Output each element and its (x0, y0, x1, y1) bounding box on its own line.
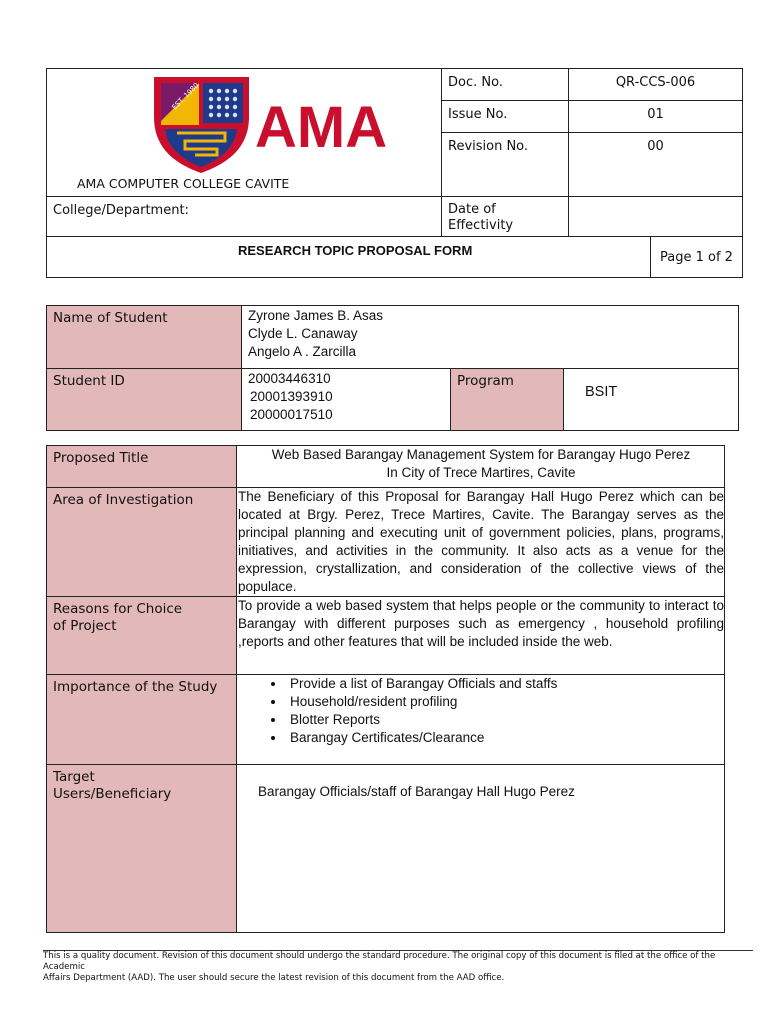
student-info-table (46, 305, 739, 431)
revision-no-label: Revision No. (442, 133, 569, 197)
ama-shield-icon (151, 75, 388, 175)
revision-no-value: 00 (569, 133, 743, 197)
proposed-title-label: Proposed Title (47, 446, 237, 488)
area-of-investigation-label: Area of Investigation (47, 488, 237, 597)
student-name: Clyde L. Canaway (248, 326, 358, 341)
proposed-title-line: In City of Trece Martires, Cavite (386, 465, 576, 480)
program-label: Program (451, 369, 564, 431)
importance-of-study-label: Importance of the Study (47, 675, 237, 765)
footer-note (43, 950, 753, 984)
reasons-for-choice-text: To provide a web based system that helps people or the community to interact to Barangay with different purposes such as emergency , household profiling ,reports and other features that will be included inside the web. (237, 597, 725, 675)
target-users-text: Barangay Officials/staff of Barangay Hall Hugo Perez (237, 765, 725, 933)
page-number: Page 1 of 2 (651, 237, 743, 277)
logo-cell (47, 69, 442, 197)
footer-line: Academic (43, 962, 85, 972)
student-id: 20003446310 (248, 371, 331, 386)
proposed-title-value (237, 446, 725, 488)
student-id: 20000017510 (250, 407, 333, 422)
svg-text:EST. 1980: EST. 1980 (170, 81, 201, 112)
college-department-label: College/Department: (47, 197, 442, 237)
footer-line: This is a quality document. Revision of this document should undergo the standard procedure. The original copy of this document is filed at the office of the (43, 951, 716, 961)
area-of-investigation-text: The Beneficiary of this Proposal for Barangay Hall Hugo Perez which can be located at Brgy. Perez, Trece Martires, Cavite. The Barangay serves as the principal planning and executing unit of government policies, plans, programs, initiatives, and activities in the community. It also acts as a venue for the expression, crystallization, and consideration of the collective views of the populace. (237, 488, 725, 597)
student-name-label: Name of Student (47, 306, 242, 369)
list-item: • Household/resident profiling (286, 693, 724, 711)
doc-no-value: QR-CCS-006 (569, 69, 743, 101)
document-header-table (46, 68, 743, 278)
svg-text:AMA: AMA (255, 95, 388, 160)
target-users-label: Target Users/Beneficiary (47, 765, 237, 933)
list-item: • Provide a list of Barangay Officials and staffs (286, 675, 724, 693)
student-names (242, 306, 739, 369)
student-id-label: Student ID (47, 369, 242, 431)
program-value: BSIT (564, 369, 739, 431)
student-name: Zyrone James B. Asas (248, 308, 384, 323)
importance-of-study-list (237, 675, 725, 765)
doc-no-label: Doc. No. (442, 69, 569, 101)
student-name: Angelo A . Zarcilla (248, 344, 357, 359)
list-item: • Barangay Certificates/Clearance (286, 729, 724, 747)
issue-no-label: Issue No. (442, 101, 569, 133)
date-of-effectivity-value (569, 197, 743, 237)
proposed-title-line: Web Based Barangay Management System for Barangay Hugo Perez (271, 447, 691, 462)
reasons-for-choice-label: Reasons for Choice of Project (47, 597, 237, 675)
footer-line: Affairs Department (AAD). The user should secure the latest revision of this document from the AAD office. (43, 973, 505, 983)
issue-no-value: 01 (569, 101, 743, 133)
ama-logo (151, 75, 388, 179)
form-title: RESEARCH TOPIC PROPOSAL FORM (238, 243, 473, 258)
date-of-effectivity-label: Date of Effectivity (442, 197, 569, 237)
proposal-table (46, 445, 725, 933)
form-title-row (47, 237, 743, 278)
student-ids (242, 369, 451, 431)
college-name: AMA COMPUTER COLLEGE CAVITE (77, 176, 290, 191)
list-item: • Blotter Reports (286, 711, 724, 729)
student-id: 20001393910 (250, 389, 333, 404)
